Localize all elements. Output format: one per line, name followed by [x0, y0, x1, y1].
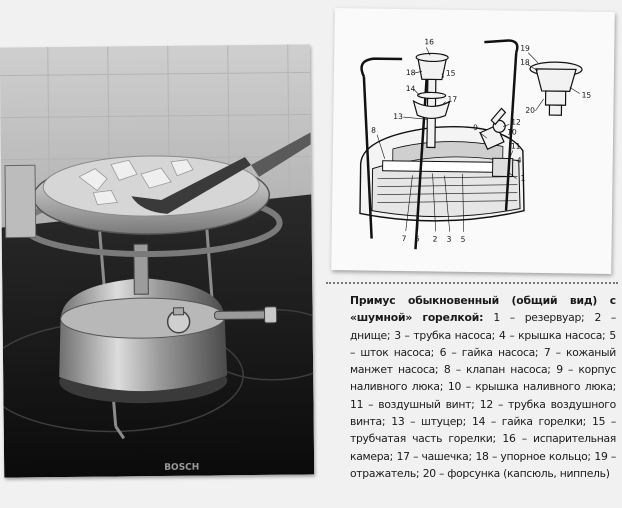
- caption-item: 9 – корпус наливного люка;: [350, 363, 616, 394]
- caption-item: 12 – трубка воздушного винта;: [350, 397, 616, 429]
- primus-diagram: [331, 8, 615, 274]
- part-label-7: 7: [401, 234, 407, 244]
- caption-title: Примус обыкновенный (общий вид) с «шумной» горелкой:: [350, 294, 616, 325]
- part-label-16: 16: [424, 37, 434, 47]
- part-label-19: 19: [520, 43, 530, 53]
- part-label-12: 12: [511, 117, 521, 127]
- caption-item: 4 – крышка насоса;: [499, 328, 606, 342]
- caption-item: 8 – клапан насоса;: [443, 363, 551, 377]
- caption-item: 10 – крышка наливного люка;: [447, 380, 616, 394]
- caption-item: 13 – штуцер;: [391, 415, 466, 429]
- caption-item: 7 – кожаный манжет насоса;: [350, 345, 616, 377]
- part-label-15: 15: [445, 68, 456, 78]
- part-label-4: 4: [516, 155, 522, 165]
- caption-item: 6 – гайка насоса;: [439, 345, 539, 359]
- part-label-2: 2: [432, 234, 438, 244]
- caption-item: 11 – воздушный винт;: [350, 397, 475, 411]
- part-label-11: 11: [510, 141, 521, 151]
- caption-item: 5 – шток насоса;: [350, 328, 616, 359]
- caption-item: 19 – отражатель;: [350, 449, 617, 480]
- part-label-18: 18: [405, 68, 416, 78]
- pump-rod: [215, 311, 267, 320]
- part-label-15b: 15: [581, 90, 592, 100]
- caption-item: 2 – днище;: [350, 311, 616, 342]
- nozzle-inset-drawing: [529, 62, 582, 116]
- part-label-20: 20: [525, 105, 536, 115]
- dotted-separator: [326, 282, 618, 284]
- caption-item: 17 – чашечка;: [396, 449, 472, 463]
- caption-item: 3 – трубка насоса;: [394, 328, 495, 342]
- part-label-10: 10: [507, 127, 517, 137]
- part-label-1: 1: [520, 173, 526, 183]
- hob-brand-mark: BOSCH: [164, 462, 200, 473]
- part-label-5: 5: [460, 234, 466, 244]
- caption-item: 14 – гайка горелки;: [472, 415, 586, 429]
- caption-item: 16 – испарительная камера;: [350, 432, 617, 463]
- figure-caption: [350, 292, 616, 482]
- caption-item: 15 – трубчатая часть горелки;: [350, 415, 616, 446]
- part-label-17: 17: [447, 94, 458, 104]
- part-label-3: 3: [446, 234, 452, 244]
- part-label-13: 13: [393, 111, 403, 122]
- caption-item: 20 – форсунка (капсюль, ниппель): [422, 466, 610, 480]
- part-label-8: 8: [371, 125, 376, 135]
- part-label-6: 6: [414, 234, 420, 244]
- part-label-14: 14: [405, 84, 416, 94]
- caption-item: 18 – упорное кольцо;: [475, 449, 591, 463]
- part-label-9: 9: [473, 123, 479, 133]
- part-label-18b: 18: [520, 57, 530, 67]
- primus-photo: [0, 44, 314, 477]
- caption-item: 1 – резервуар;: [493, 311, 585, 325]
